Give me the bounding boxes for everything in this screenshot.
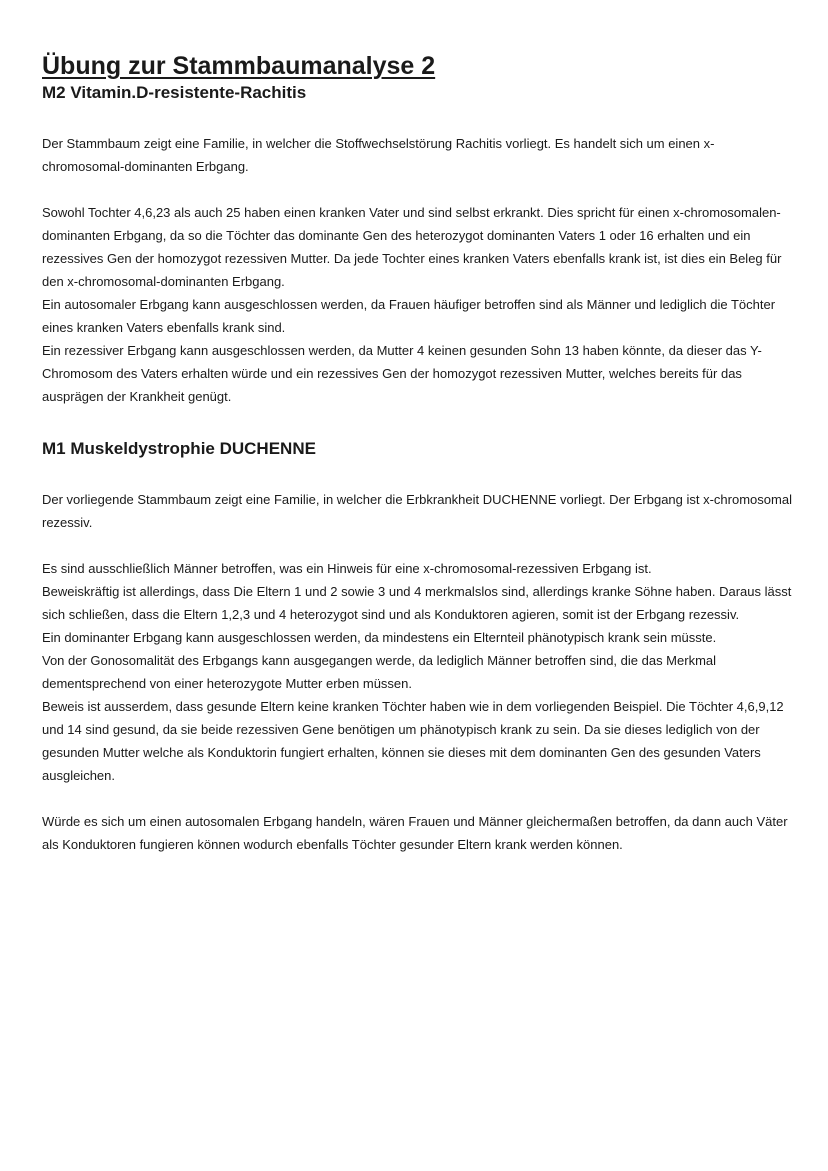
m2-intro-paragraph: Der Stammbaum zeigt eine Familie, in welcher die Stoffwechselstörung Rachitis vorliegt. Es handelt sich um einen x-chromosomal-dominanten Erbgang.	[42, 136, 715, 174]
m1-paragraph-3: Ein dominanter Erbgang kann ausgeschlossen werden, da mindestens ein Elternteil phänotypisch krank sein müsste.	[42, 630, 717, 645]
m1-paragraph-6: Würde es sich um einen autosomalen Erbgang handeln, wären Frauen und Männer gleichermaßen betroffen, da dann auch Väter als Konduktoren fungieren können wodurch ebenfalls Töchter gesunder Eltern krank werden können.	[42, 814, 788, 852]
m1-paragraph-5: Beweis ist ausserdem, dass gesunde Eltern keine kranken Töchter haben wie in dem vorliegenden Beispiel. Die Töchter 4,6,9,12 und 14 sind gesund, da sie beide rezessiven Gene benötigen um phänotypisch krank zu sein. Da sie dieses lediglich von der gesunden Mutter welche als Konduktorin fungiert erhalten, können sie dieses mit dem dominanten Gen des gesunden Vaters ausgleichen.	[42, 699, 784, 783]
m2-paragraph-3: Ein rezessiver Erbgang kann ausgeschlossen werden, da Mutter 4 keinen gesunden Sohn 13 haben könnte, da dieser das Y-Chromosom des Vaters erhalten würde und ein rezessives Gen der homozygot rezessiven Mutter, welches bereits für das ausprägen der Krankheit genügt.	[42, 343, 762, 404]
m2-paragraph-1: Sowohl Tochter 4,6,23 als auch 25 haben einen kranken Vater und sind selbst erkrankt. Dies spricht für einen x-chromosomalen-dominanten Erbgang, da so die Töchter das dominante Gen des heterozygot dominanten Vaters 1 oder 16 erhalten und ein rezessives Gen der homozygot rezessiven Mutter. Da jede Tochter eines kranken Vaters ebenfalls krank ist, ist dies ein Beleg für den x-chromosomal-dominanten Erbgang.	[42, 205, 782, 289]
page-title: Übung zur Stammbaumanalyse 2	[42, 52, 436, 80]
section-heading-m2: M2 Vitamin.D-resistente-Rachitis	[42, 83, 307, 102]
section-heading-m1: M1 Muskeldystrophie DUCHENNE	[42, 439, 316, 458]
document-page	[42, 50, 794, 856]
m2-paragraph-2: Ein autosomaler Erbgang kann ausgeschlossen werden, da Frauen häufiger betroffen sind als Männer und lediglich die Töchter eines kranken Vaters ebenfalls krank sind.	[42, 297, 776, 335]
m1-paragraph-2: Beweiskräftig ist allerdings, dass Die Eltern 1 und 2 sowie 3 und 4 merkmalslos sind, allerdings kranke Söhne haben. Daraus lässt sich schließen, dass die Eltern 1,2,3 und 4 heterozygot sind und als Konduktoren agieren, somit ist der Erbgang rezessiv.	[42, 584, 792, 622]
m1-paragraph-1: Es sind ausschließlich Männer betroffen, was ein Hinweis für eine x-chromosomal-rezessiven Erbgang ist.	[42, 561, 652, 576]
m1-paragraph-4: Von der Gonosomalität des Erbgangs kann ausgegangen werde, da lediglich Männer betroffen sind, die das Merkmal dementsprechend von einer heterozygote Mutter erben müssen.	[42, 653, 717, 691]
m1-intro-paragraph: Der vorliegende Stammbaum zeigt eine Familie, in welcher die Erbkrankheit DUCHENNE vorliegt. Der Erbgang ist x-chromosomal rezessiv.	[42, 492, 792, 530]
